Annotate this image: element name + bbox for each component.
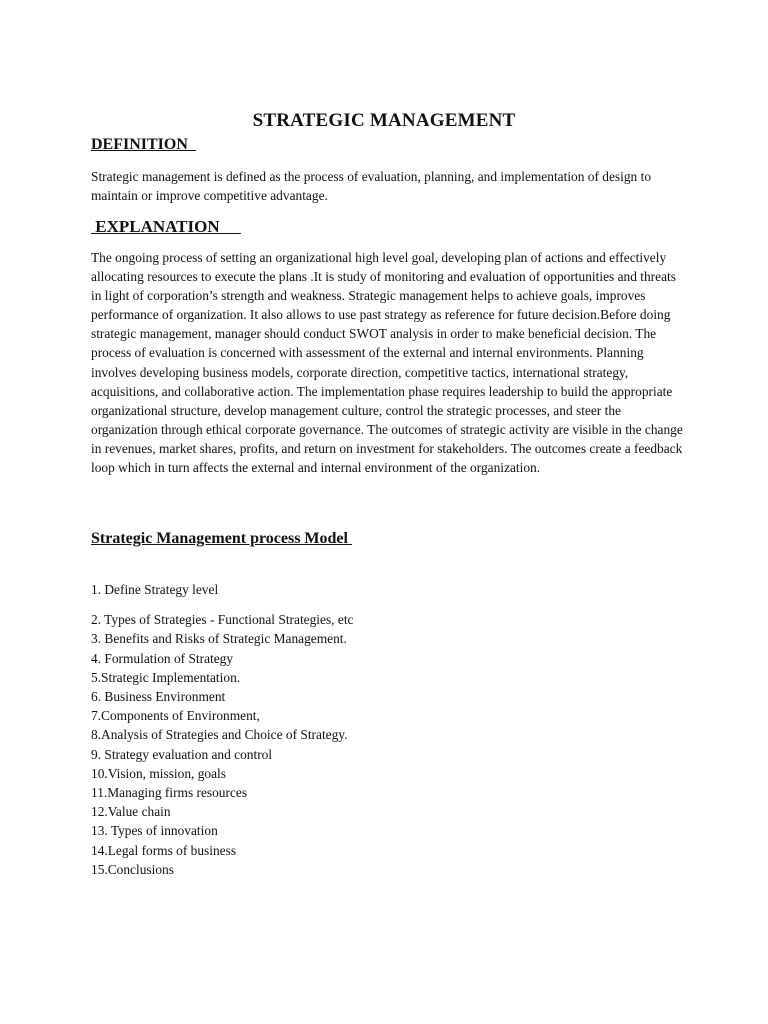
list-item: 4. Formulation of Strategy — [91, 650, 234, 666]
definition-paragraph: Strategic management is defined as the process of evaluation, planning, and implementation of design to maintain or improve competitive advantage. — [91, 169, 652, 204]
list-item: 7.Components of Environment, — [91, 708, 260, 724]
list-item: 14.Legal forms of business — [91, 842, 237, 858]
model-list — [91, 580, 353, 879]
model-heading: Strategic Management process Model — [91, 530, 352, 547]
list-item: 1. Define Strategy level — [91, 582, 219, 597]
list-item: 15.Conclusions — [91, 861, 174, 877]
list-item: 5.Strategic Implementation. — [91, 669, 241, 685]
list-item: 8.Analysis of Strategies and Choice of Strategy. — [91, 727, 348, 743]
page-title: STRATEGIC MANAGEMENT — [252, 110, 516, 131]
list-item: 3. Benefits and Risks of Strategic Management. — [91, 631, 347, 647]
list-item: 2. Types of Strategies - Functional Strategies, etc — [91, 612, 354, 628]
explanation-heading: EXPLANATION — [91, 217, 241, 236]
list-item: 9. Strategy evaluation and control — [91, 746, 273, 762]
definition-heading: DEFINITION — [91, 136, 196, 153]
list-item: 12.Value chain — [91, 804, 171, 820]
explanation-paragraph: The ongoing process of setting an organizational high level goal, developing plan of actions and effectively allocating resources to execute the plans .It is study of monitoring and evaluation of opportunities and threats in light of corporation’s strength and weakness. Strategic management helps to achieve goals, improves performance of organization. It also allows to use past strategy as reference for future decision.Before doing strategic management, manager should conduct SWOT analysis in order to make beneficial decision. The process of evaluation is concerned with assessment of the external and internal environments. Planning involves developing business models, corporate direction, competitive tactics, international strategy, acquisitions, and collaborative action. The implementation phase requires leadership to build the appropriate organizational structure, develop management culture, control the strategic processes, and steer the organization through ethical corporate governance. The outcomes of strategic activity are visible in the change in revenues, market shares, profits, and return on investment for stakeholders. The outcomes create a feedback loop which in turn affects the external and internal environment of the organization. — [91, 250, 683, 476]
list-item: 10.Vision, mission, goals — [91, 765, 226, 781]
list-item: 13. Types of innovation — [91, 823, 218, 839]
list-item: 6. Business Environment — [91, 689, 226, 705]
list-item: 11.Managing firms resources — [91, 785, 248, 801]
